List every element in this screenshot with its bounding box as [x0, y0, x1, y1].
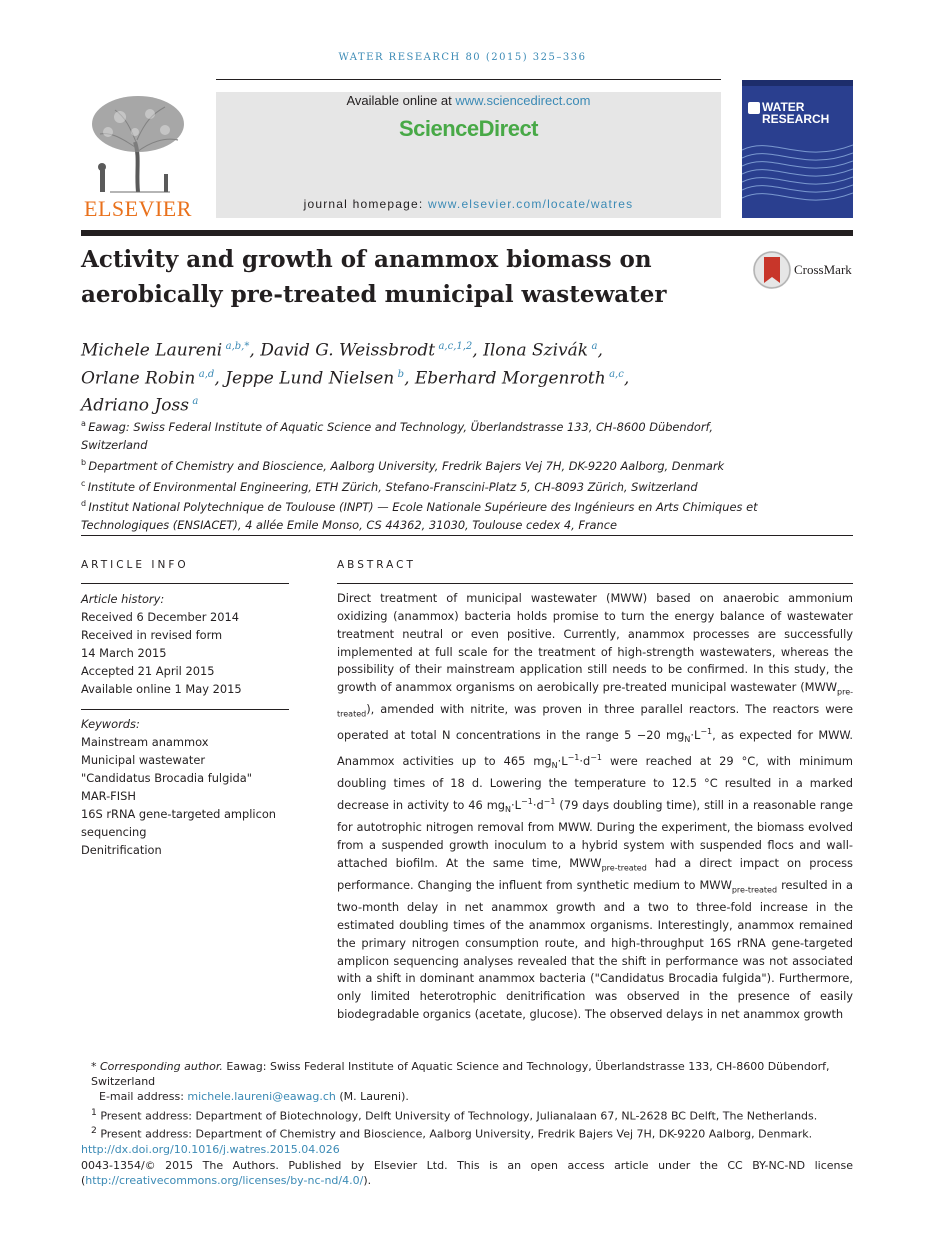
- journal-homepage-link[interactable]: www.elsevier.com/locate/watres: [427, 197, 634, 211]
- footnote-mark: 2: [91, 1125, 97, 1137]
- keyword-item[interactable]: "Candidatus Brocadia fulgida": [81, 771, 252, 785]
- footnote-1: [81, 1105, 853, 1124]
- abstract-dot: ·: [557, 754, 562, 769]
- crossmark-label: CrossMark: [794, 262, 852, 277]
- sciencedirect-link[interactable]: www.sciencedirect.com: [455, 93, 591, 108]
- header-rule: [216, 79, 721, 80]
- author-affil-marks[interactable]: a,c,1,2: [438, 341, 473, 352]
- affiliation-list: [81, 415, 761, 534]
- abstract-segment: (79 days doubling time), still in a reasonable range for autotrophic nitrogen removal from MWW. During the experiment, the biomass evolved from a suspended growth inoculum to a hybrid system with suspended flocs and wall-attached biofilm. At the same time, MWW: [337, 797, 854, 870]
- affiliation-mark: d: [81, 499, 87, 509]
- abstract-segment: ), amended with nitrite, was proven in three parallel reactors. The reactors were operated at total N concentrations in the range 5 −20 mg: [337, 702, 853, 743]
- affiliation-rule: [81, 535, 853, 536]
- author-separator: ,: [597, 340, 603, 361]
- abstract-unit: L: [693, 728, 701, 743]
- abstract-subscript: pre-treated: [731, 885, 778, 895]
- abstract-superscript: −1: [543, 797, 556, 807]
- article-info-rule: [81, 583, 289, 584]
- article-title: Activity and growth of anammox biomass on aerobically pre-treated municipal wastewater: [81, 246, 667, 308]
- cover-wave-graphic: [742, 80, 853, 218]
- author-name[interactable]: Orlane Robin: [81, 368, 196, 389]
- cover-title-line1: WATER: [762, 100, 805, 114]
- author-affil-marks[interactable]: b: [397, 368, 405, 380]
- abstract-text: [337, 590, 853, 1024]
- author-name[interactable]: Eberhard Morgenroth: [414, 368, 606, 389]
- corresponding-text: Eawag: Swiss Federal Institute of Aquatic Science and Technology, Überlandstrasse 133, CH-8600 Dübendorf, Switzerland: [91, 1060, 830, 1089]
- abstract-subscript: N: [505, 805, 512, 815]
- abstract-subscript: N: [551, 761, 558, 771]
- license-link[interactable]: http://creativecommons.org/licenses/by-nc-nd/4.0/: [85, 1173, 364, 1187]
- keyword-item[interactable]: 16S rRNA gene-targeted amplicon: [81, 807, 277, 821]
- article-info-heading: ARTICLE INFO: [81, 559, 189, 571]
- abstract-rule: [337, 583, 853, 584]
- author-affil-marks[interactable]: a: [591, 341, 598, 352]
- abstract-segment: had a direct impact on process performance. Changing the influent from synthetic medium to MWW: [337, 855, 853, 892]
- affiliation-text: Institut National Polytechnique de Toulouse (INPT) — Ecole Nationale Supérieure des Ingénieurs en Arts Chimiques et Technologiques (ENSIACET), 4 allée Emile Monso, CS 44362, 31030, Toulouse cedex 4, France: [81, 500, 758, 533]
- email-label: E-mail address:: [99, 1090, 188, 1104]
- homepage-prefix: journal homepage:: [303, 197, 428, 211]
- license-note: [81, 1158, 853, 1188]
- author-name[interactable]: David G. Weissbrodt: [260, 340, 436, 361]
- abstract-dot: ·: [579, 754, 583, 769]
- affiliation-item: [81, 415, 761, 454]
- author-separator: ,: [404, 368, 415, 389]
- author-name[interactable]: Michele Laureni: [81, 340, 223, 361]
- affiliation-mark: a: [81, 419, 86, 428]
- affiliation-text: Institute of Environmental Engineering, ETH Zürich, Stefano-Franscini-Platz 5, CH-8093 Zürich, Switzerland: [87, 479, 698, 494]
- history-item: Available online 1 May 2015: [81, 682, 242, 696]
- abstract-subscript: N: [684, 735, 691, 745]
- footnote-star: *: [91, 1060, 100, 1073]
- keywords-block: [81, 715, 291, 859]
- abstract-unit: L: [561, 754, 568, 769]
- abstract-heading: ABSTRACT: [337, 559, 416, 571]
- author-affil-marks[interactable]: a,d: [198, 368, 215, 380]
- keyword-item[interactable]: sequencing: [81, 825, 147, 839]
- journal-cover[interactable]: [742, 80, 853, 218]
- abstract-subscript: pre-treated: [337, 687, 853, 719]
- abstract-superscript: −1: [567, 753, 580, 763]
- abstract-segment: resulted in a two-month delay in net anammox growth and a two to three-fold increase in the estimated doubling times of the anammox organisms. Interestingly, anammox remained the primary nitrogen consumption route, and high-throughput 16S rRNA gene-targeted amplicon sequencing analyses revealed that the shift in performance was not associated with a shift in dominant anammox bacteria ("Candidatus Brocadia fulgida"). Furthermore, only limited heterotrophic denitrification was observed in the presence of easily biodegradable organics (acetate, glucose). The observed delays in net anammox growth: [337, 877, 853, 1022]
- email-note: [81, 1089, 853, 1104]
- abstract-superscript: −1: [700, 727, 713, 737]
- history-item: Accepted 21 April 2015: [81, 664, 215, 678]
- crossmark-icon: [752, 249, 792, 291]
- available-online-line: [216, 93, 721, 108]
- license-suffix: ).: [363, 1173, 372, 1187]
- affiliation-item: [81, 475, 761, 496]
- author-name[interactable]: Jeppe Lund Nielsen: [225, 368, 395, 389]
- author-affil-marks[interactable]: a,b,*: [225, 341, 250, 352]
- keyword-item[interactable]: Mainstream anammox: [81, 735, 209, 749]
- author-list: [81, 335, 781, 418]
- keyword-item[interactable]: Municipal wastewater: [81, 753, 206, 767]
- available-prefix: Available online at: [346, 93, 456, 108]
- article-history: [81, 590, 291, 698]
- abstract-subscript: pre-treated: [601, 863, 647, 873]
- history-item: 14 March 2015: [81, 646, 167, 660]
- sciencedirect-logo[interactable]: ScienceDirect: [398, 116, 539, 141]
- affiliation-mark: b: [81, 457, 87, 467]
- history-label: Article history:: [81, 592, 165, 606]
- author-affil-marks[interactable]: a,c: [609, 368, 624, 380]
- abstract-superscript: −1: [521, 797, 533, 807]
- corresponding-label: Corresponding author.: [100, 1060, 223, 1073]
- author-separator: ,: [214, 368, 226, 389]
- title-rule: [81, 230, 853, 236]
- footnote-text: Present address: Department of Biotechnology, Delft University of Technology, Julianalaan 67, NL-2628 BC Delft, The Netherlands.: [96, 1109, 818, 1123]
- author-affil-marks[interactable]: a: [192, 396, 199, 408]
- running-head: WATER RESEARCH 80 (2015) 325–336: [338, 52, 587, 63]
- footnote-text: Present address: Department of Chemistry and Bioscience, Aalborg University, Fredrik Bajers Vej 7H, DK-9220 Aalborg, Denmark.: [96, 1128, 813, 1142]
- license-text: 0043-1354/© 2015 The Authors. Published by Elsevier Ltd. This is an open access article under the CC BY-NC-ND license (: [81, 1158, 853, 1187]
- abstract-segment: were reached at 29 °C, with minimum doubling times of 18 d. Lowering the temperature to 12.5 °C resulted in a marked decrease in activity to 46 mg: [337, 754, 853, 812]
- author-name[interactable]: Adriano Joss: [81, 395, 189, 416]
- author-separator: ,: [623, 368, 630, 389]
- elsevier-wordmark[interactable]: ELSEVIER: [84, 196, 192, 221]
- crossmark-badge[interactable]: [752, 249, 856, 291]
- email-link[interactable]: michele.laureni@eawag.ch: [187, 1090, 336, 1104]
- footnote-mark: 1: [91, 1106, 97, 1118]
- author-separator: ,: [472, 340, 484, 361]
- author-separator: ,: [249, 340, 261, 361]
- affiliation-text: Eawag: Swiss Federal Institute of Aquatic Science and Technology, Überlandstrasse 133, CH-8600 Dübendorf, Switzerland: [81, 419, 713, 452]
- keywords-rule: [81, 709, 289, 710]
- history-item: Received in revised form: [81, 628, 223, 642]
- abstract-segment: Direct treatment of municipal wastewater (MWW) based on anaerobic ammonium oxidizing (anammox) bacteria holds promise to turn the energy balance of wastewater treatment neutral or even positive. Currently, anammox processes are successfully implemented at full scale for the treatment of high-strength wastewaters, whereas the possibility of their mainstream application still needs to be confirmed. In this study, the growth of anammox organisms on aerobically pre-treated municipal wastewater (MWW: [337, 591, 853, 695]
- abstract-dot: ·: [690, 728, 694, 743]
- abstract-dot: ·: [532, 797, 537, 812]
- doi-link[interactable]: http://dx.doi.org/10.1016/j.watres.2015.04.026: [81, 1143, 340, 1157]
- corresponding-author-note: [81, 1059, 853, 1089]
- affiliation-mark: c: [81, 478, 86, 488]
- abstract-unit: d: [536, 797, 544, 812]
- journal-homepage-line: [216, 197, 721, 211]
- abstract-superscript: −1: [590, 753, 603, 763]
- footnote-2: [81, 1123, 853, 1142]
- email-suffix: (M. Laureni).: [335, 1090, 409, 1104]
- affiliation-item: [81, 495, 761, 534]
- keyword-item[interactable]: MAR-FISH: [81, 789, 136, 803]
- abstract-dot: ·: [511, 797, 515, 812]
- history-item: Received 6 December 2014: [81, 610, 239, 624]
- affiliation-text: Department of Chemistry and Bioscience, Aalborg University, Fredrik Bajers Vej 7H, DK-9220 Aalborg, Denmark: [88, 458, 725, 473]
- keywords-label: Keywords:: [81, 717, 140, 731]
- abstract-unit: d: [582, 754, 591, 769]
- abstract-segment: , as expected for MWW. Anammox activities up to 465 mg: [337, 728, 853, 769]
- footnotes: [81, 1059, 853, 1188]
- author-name[interactable]: Ilona Szivák: [483, 340, 589, 361]
- cover-title-line2: RESEARCH: [762, 112, 830, 126]
- abstract-unit: L: [514, 797, 522, 812]
- affiliation-item: [81, 454, 761, 475]
- keyword-item[interactable]: Denitrification: [81, 843, 162, 857]
